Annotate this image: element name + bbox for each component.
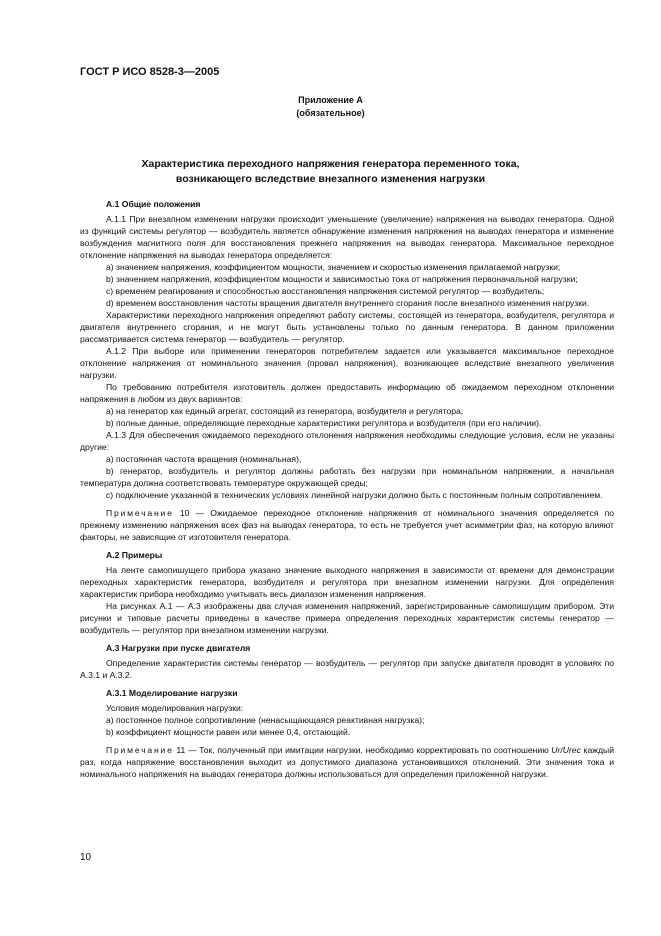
section-heading-a3: А.3 Нагрузки при пуске двигателя: [106, 643, 251, 653]
list-item: a) на генератор как единый агрегат, состоящий из генератора, возбудителя и регулятора;: [106, 406, 464, 416]
note-text: 10 — Ожидаемое переходное отклонение напряжения от номинального значения определяется по прежнему изменению напряжения всех фаз на выводах генератора, то есть не требуется учет асимметрии фаз, на которую влияют факторы, не зависящие от изготовителя генератора.: [80, 508, 615, 542]
note-text-pre: 11 — Ток, полученный при имитации нагрузки, необходимо корректировать по соотношению: [176, 745, 549, 755]
appendix-title: Приложение А: [298, 95, 363, 105]
list-item: a) постоянное полное сопротивление (ненасыщающаяся реактивная нагрузка);: [106, 715, 425, 725]
document-header: ГОСТ Р ИСО 8528-3—2005: [80, 66, 220, 78]
note-formula: Ur/Urec: [551, 745, 581, 755]
list-item: d) временем восстановления частоты вращения двигателя внутреннего сгорания после внезапного изменения нагрузки.: [106, 298, 590, 308]
paragraph: А.1.3 Для обеспечения ожидаемого переходного отклонения напряжения необходимы следующие условия, если не указаны другие:: [80, 430, 614, 452]
list-item: b) полные данные, определяющие переходные характеристики регулятора и возбудителя (при его наличии).: [106, 418, 542, 428]
section-heading-a2: А.2 Примеры: [106, 550, 163, 560]
paragraph: А.1.2 При выборе или применении генераторов потребителем задается или указывается максимальное переходное отклонение напряжения от номинального значения (провал напряжения), возникающее вследствие внезапного увеличения нагрузки.: [80, 346, 614, 380]
main-title-line2: возникающего вследствие внезапного изменения нагрузки: [175, 173, 486, 185]
paragraph: На ленте самопишущего прибора указано значение выходного напряжения в зависимости от времени для демонстрации переходных характеристик генератора, возбудителя и регулятора при внезапном изменении нагрузки. Для определения характеристик прибора необходимо учитывать весь диапазон изменения напряжения.: [80, 565, 614, 599]
note-10: [80, 507, 614, 543]
paragraph: Характеристики переходного напряжения определяют работу системы, состоящей из генератора, возбудителя, регулятора и двигателя внутреннего сгорания, и не могут быть установлены только по данным генератора. В данном приложении рассматривается система генератор — возбудитель — регулятор.: [80, 310, 614, 344]
paragraph: По требованию потребителя изготовитель должен предоставить информацию об ожидаемом переходном отклонении напряжения в любом из двух вариантов:: [80, 382, 614, 404]
appendix-note: (обязательное): [296, 108, 365, 118]
paragraph: А.1.1 При внезапном изменении нагрузки происходит уменьшение (увеличение) напряжения на выводах генератора. Одной из функций системы регулятор — возбудитель является обнаружение изменения напряжения на выводах генератора и изменение возбуждения магнитного поля для восстановления прежнего напряжения на выводах генератора. Максимальное переходное отклонение напряжения на выводах генератора определяется:: [80, 214, 614, 260]
note-text-post: каждый раз, когда напряжение восстановления выходит из допустимого диапазона установившихся отклонений. Эти значения тока и номинального напряжения на выводах генератора должны использоваться для определения приложенной нагрузки.: [80, 745, 614, 779]
list-item: b) значением напряжения, коэффициентом мощности и зависимостью тока от напряжения первоначальной нагрузки;: [106, 274, 578, 284]
list-item: c) временем реагирования и способностью восстановления напряжения системой регулятор — возбудитель;: [106, 286, 545, 296]
page-number: 10: [80, 852, 92, 863]
section-heading-a1: А.1 Общие положения: [106, 199, 201, 209]
note-label: Примечание: [106, 508, 174, 518]
list-item: b) коэффициент мощности равен или менее 0,4, отстающий.: [106, 727, 351, 737]
list-item: c) подключение указанной в технических условиях линейной нагрузки должно быть с постоянным полным сопротивлением.: [106, 490, 603, 500]
list-item: b) генератор, возбудитель и регулятор должны работать без нагрузки при номинальном напряжении, а начальная температура должна соответствовать температуре окружающей среды;: [80, 466, 614, 488]
list-item: a) постоянная частота вращения (номинальная),: [106, 454, 302, 464]
paragraph: На рисунках А.1 — А.3 изображены два случая изменения напряжений, зарегистрированные самопишущим прибором. Эти рисунки и типовые расчеты приведены в качестве примера определения переходных характеристик системы генератор — возбудитель — регулятор при внезапном изменении нагрузки.: [80, 601, 614, 635]
document-body: [80, 192, 614, 784]
paragraph: Условия моделирования нагрузки:: [106, 703, 244, 713]
main-title: [100, 157, 561, 187]
paragraph: Определение характеристик системы генератор — возбудитель — регулятор при запуске двигателя проводят в условиях по А.3.1 и А.3.2.: [80, 658, 614, 680]
note-label: Примечание: [106, 745, 174, 755]
note-11: [80, 744, 614, 780]
main-title-line1: Характеристика переходного напряжения генератора переменного тока,: [141, 158, 520, 170]
section-heading-a31: А.3.1 Моделирование нагрузки: [106, 688, 238, 698]
list-item: a) значением напряжения, коэффициентом мощности, значением и скоростью изменения прилагаемой нагрузки;: [106, 262, 561, 272]
